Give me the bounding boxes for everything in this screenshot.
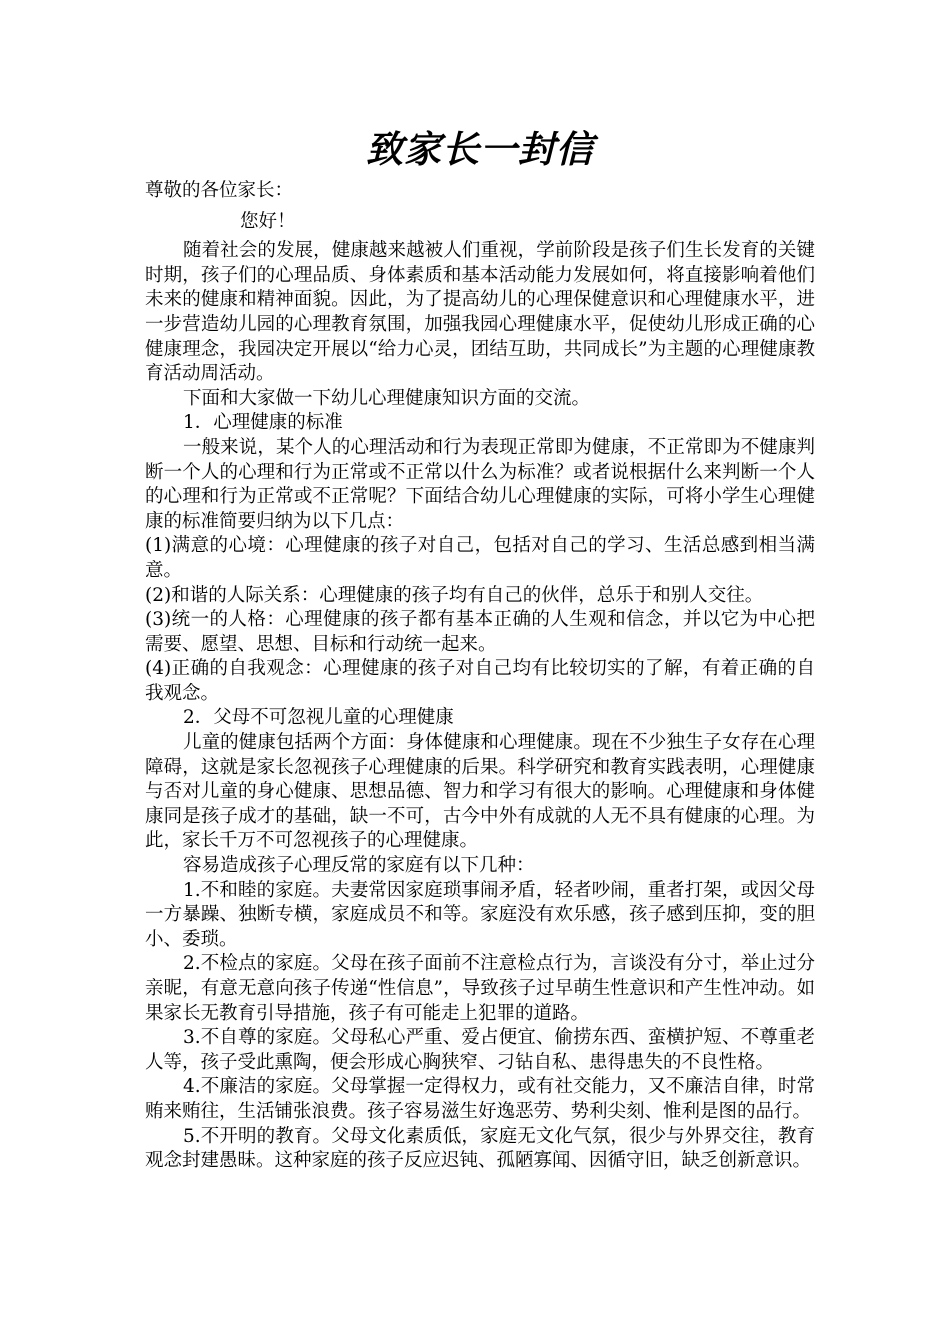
list-item-family-1: 1.不和睦的家庭。夫妻常因家庭琐事闹矛盾，轻者吵闹，重者打架，或因父母一方暴躁、独断专横，家庭成员不和等。家庭没有欢乐感，孩子感到压抑，变的胆小、委琐。 bbox=[145, 879, 815, 950]
list-item-family-3: 3.不自尊的家庭。父母私心严重、爱占便宜、偷捞东西、蛮横护短、不尊重老人等，孩子受此熏陶，便会形成心胸狭窄、刁钻自私、患得患失的不良性格。 bbox=[145, 1027, 815, 1073]
greeting: 您好！ bbox=[240, 210, 296, 232]
section-heading-standards: 1．心理健康的标准 bbox=[183, 412, 343, 434]
list-item-standard-4: (4)正确的自我观念：心理健康的孩子对自己均有比较切实的了解，有着正确的自我观念。 bbox=[145, 658, 815, 704]
salutation: 尊敬的各位家长： bbox=[145, 180, 294, 201]
section-heading-parents: 2．父母不可忽视儿童的心理健康 bbox=[183, 707, 454, 729]
list-item-standard-2: (2)和谐的人际关系：心理健康的孩子均有自己的伙伴，总乐于和别人交往。 bbox=[145, 584, 764, 606]
paragraph-intro: 随着社会的发展，健康越来越被人们重视，学前阶段是孩子们生长发育的关键时期，孩子们的心理品质、身体素质和基本活动能力发展如何，将直接影响着他们未来的健康和精神面貌。因此，为了提高幼儿的心理保健意识和心理健康水平，进一步营造幼儿园的心理教育氛围，加强我园心理健康水平，促使幼儿形成正确的心健康理念，我园决定开展以“给力心灵，团结互助，共同成长”为主题的心理健康教育活动周活动。 bbox=[145, 240, 815, 385]
paragraph-family-types-intro: 容易造成孩子心理反常的家庭有以下几种： bbox=[183, 855, 535, 877]
list-item-standard-3: (3)统一的人格：心理健康的孩子都有基本正确的人生观和信念，并以它为中心把需要、愿望、思想、目标和行动统一起来。 bbox=[145, 609, 815, 655]
list-item-family-2: 2.不检点的家庭。父母在孩子面前不注意检点行为，言谈没有分寸，举止过分亲昵，有意无意向孩子传递“性信息”，导致孩子过早萌生性意识和产生性冲动。如果家长无教育引导措施，孩子有可能走上犯罪的道路。 bbox=[145, 953, 815, 1024]
letter-title: 致家长一封信 bbox=[366, 127, 594, 171]
letter-page bbox=[145, 125, 815, 1174]
paragraph-standards: 一般来说，某个人的心理活动和行为表现正常即为健康，不正常即为不健康判断一个人的心理和行为正常或不正常以什么为标准？或者说根据什么来判断一个人的心理和行为正常或不正常呢？下面结合幼儿心理健康的实际，可将小学生心理健康的标准简要归纳为以下几点： bbox=[145, 436, 815, 532]
paragraph-exchange: 下面和大家做一下幼儿心理健康知识方面的交流。 bbox=[183, 387, 591, 409]
paragraph-children-health: 儿童的健康包括两个方面：身体健康和心理健康。现在不少独生子女存在心理障碍，这就是家长忽视孩子心理健康的后果。科学研究和教育实践表明，心理健康与否对儿童的身心健康、思想品德、智力和学习有很大的影响。心理健康和身体健康同是孩子成才的基础，缺一不可，古今中外有成就的人无不具有健康的心理。为此，家长千万不可忽视孩子的心理健康。 bbox=[145, 732, 815, 852]
list-item-family-4: 4.不廉洁的家庭。父母掌握一定得权力，或有社交能力，又不廉洁自律，时常贿来贿往，生活铺张浪费。孩子容易滋生好逸恶劳、势利尖刻、惟利是图的品行。 bbox=[145, 1076, 815, 1122]
list-item-family-5: 5.不开明的教育。父母文化素质低，家庭无文化气氛，很少与外界交往，教育观念封建愚昧。这种家庭的孩子反应迟钝、孤陋寡闻、因循守旧，缺乏创新意识。 bbox=[145, 1125, 815, 1172]
list-item-standard-1: (1)满意的心境：心理健康的孩子对自己，包括对自己的学习、生活总感到相当满意。 bbox=[145, 535, 815, 581]
letter-body bbox=[145, 239, 815, 1174]
